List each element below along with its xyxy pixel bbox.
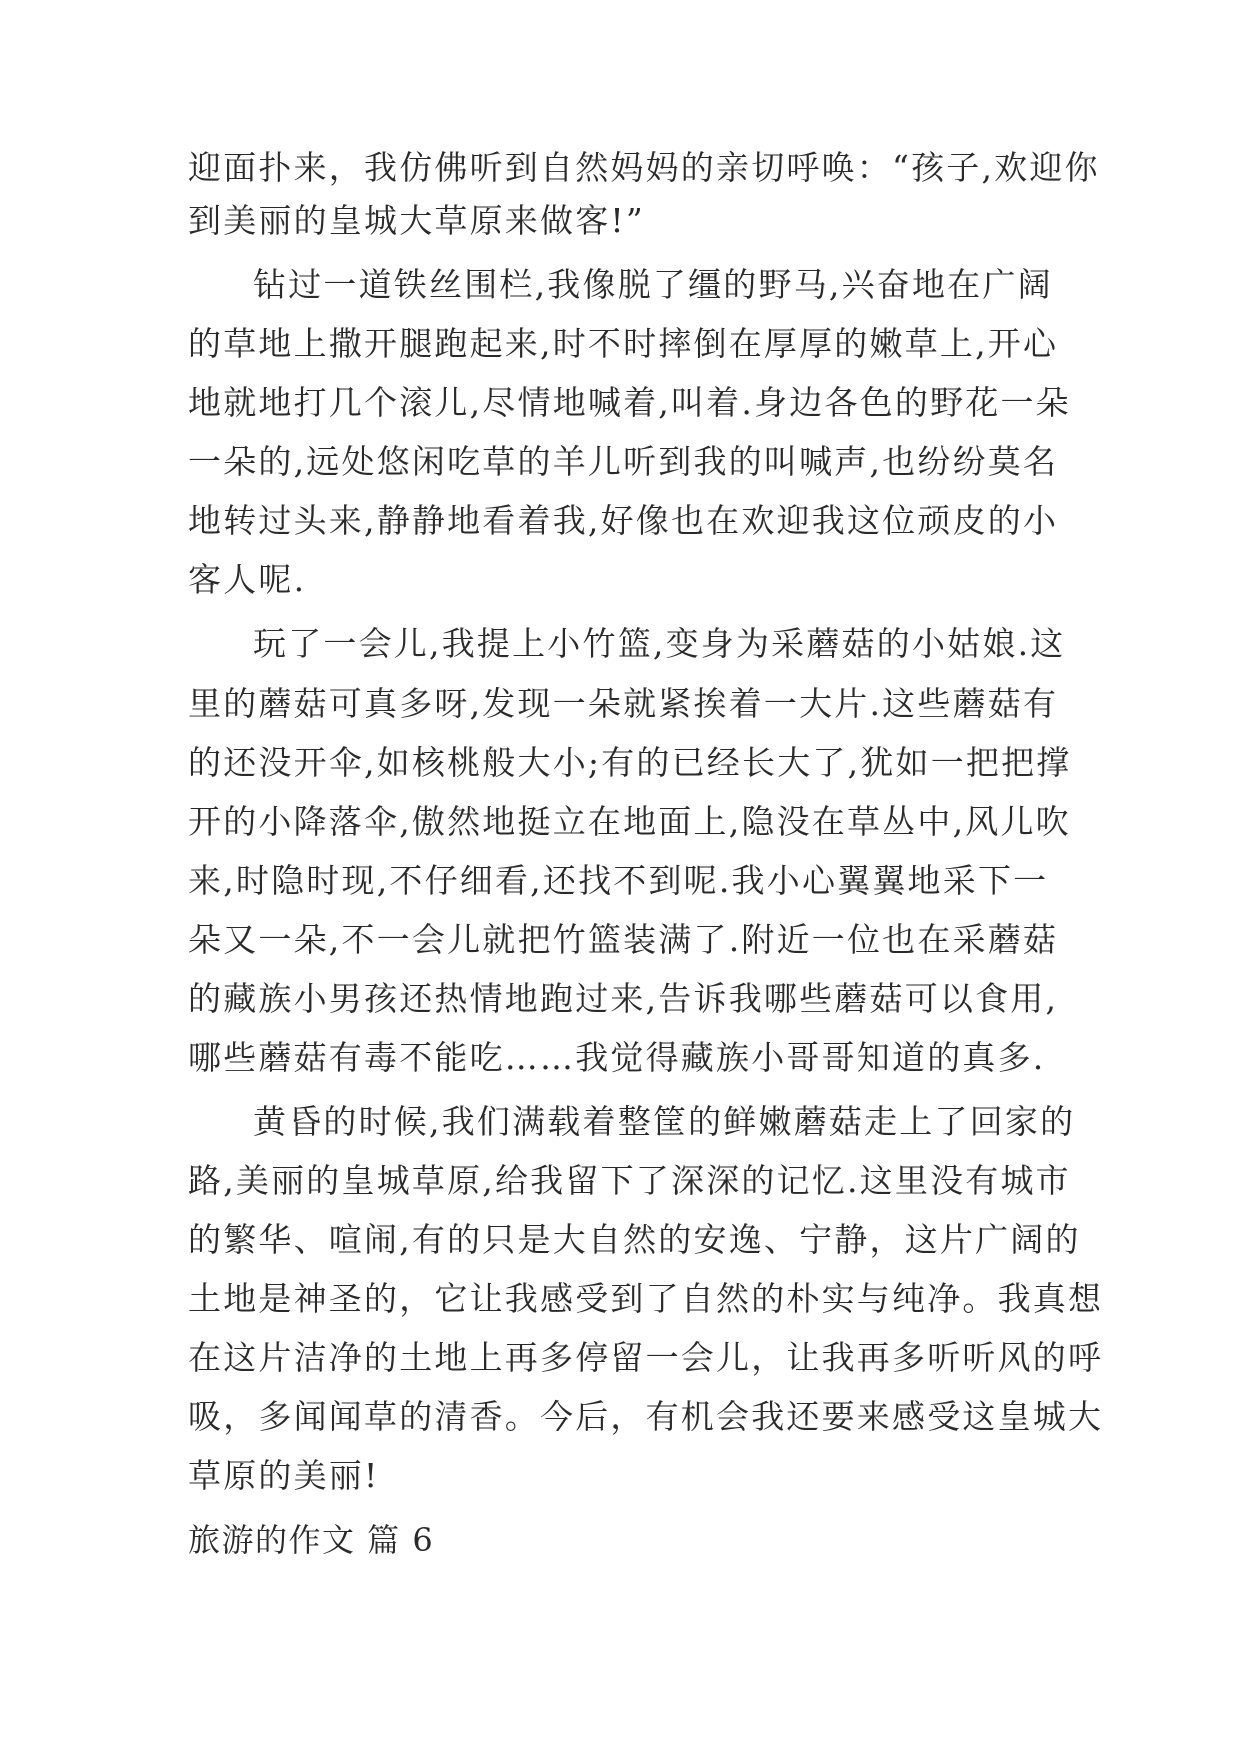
text-line: 土地是神圣的，它让我感受到了自然的朴实与纯净。我真想 — [188, 1279, 1104, 1318]
text-line: 在这片洁净的土地上再多停留一会儿，让我再多听听风的呼 — [188, 1338, 1104, 1377]
text-line: 路,美丽的皇城草原,给我留下了深深的记忆.这里没有城市 — [188, 1161, 1071, 1200]
section-heading: 旅游的作文 篇 6 — [188, 1521, 435, 1559]
text-line: 草原的美丽! — [188, 1456, 380, 1495]
paragraph-first-line: 钻过一道铁丝围栏,我像脱了缰的野马,兴奋地在广阔 — [253, 265, 1053, 304]
text-line: 朵又一朵,不一会儿就把竹篮装满了.附近一位也在采蘑菇 — [188, 920, 1059, 959]
paragraph-first-line: 玩了一会儿,我提上小竹篮,变身为采蘑菇的小姑娘.这 — [253, 624, 1066, 663]
paragraph-first-line: 黄昏的时候,我们满载着整筐的鲜嫩蘑菇走上了回家的 — [253, 1102, 1076, 1141]
text-line: 地就地打几个滚儿,尽情地喊着,叫着.身边各色的野花一朵 — [188, 383, 1071, 422]
text-line: 迎面扑来，我仿佛听到自然妈妈的亲切呼唤：“孩子,欢迎你 — [188, 148, 1100, 187]
text-line: 的草地上撒开腿跑起来,时不时摔倒在厚厚的嫩草上,开心 — [188, 324, 1059, 363]
text-line: 到美丽的皇城大草原来做客!” — [188, 201, 645, 240]
text-line: 哪些蘑菇有毒不能吃……我觉得藏族小哥哥知道的真多. — [188, 1038, 1046, 1077]
text-line: 开的小降落伞,傲然地挺立在地面上,隐没在草丛中,风儿吹 — [188, 802, 1071, 841]
text-line: 的藏族小男孩还热情地跑过来,告诉我哪些蘑菇可以食用, — [188, 979, 1059, 1018]
text-line: 的繁华、喧闹,有的只是大自然的安逸、宁静，这片广阔的 — [188, 1220, 1081, 1259]
text-line: 来,时隐时现,不仔细看,还找不到呢.我小心翼翼地采下一 — [188, 861, 1049, 900]
text-line: 客人呢. — [188, 560, 307, 599]
text-line: 吸，多闻闻草的清香。今后，有机会我还要来感受这皇城大 — [188, 1397, 1104, 1436]
text-line: 地转过头来,静静地看着我,好像也在欢迎我这位顽皮的小 — [188, 501, 1059, 540]
text-line: 的还没开伞,如核桃般大小;有的已经长大了,犹如一把把撑 — [188, 743, 1072, 782]
text-line: 一朵的,远处悠闲吃草的羊儿听到我的叫喊声,也纷纷莫名 — [188, 442, 1059, 481]
text-line: 里的蘑菇可真多呀,发现一朵就紧挨着一大片.这些蘑菇有 — [188, 684, 1059, 723]
